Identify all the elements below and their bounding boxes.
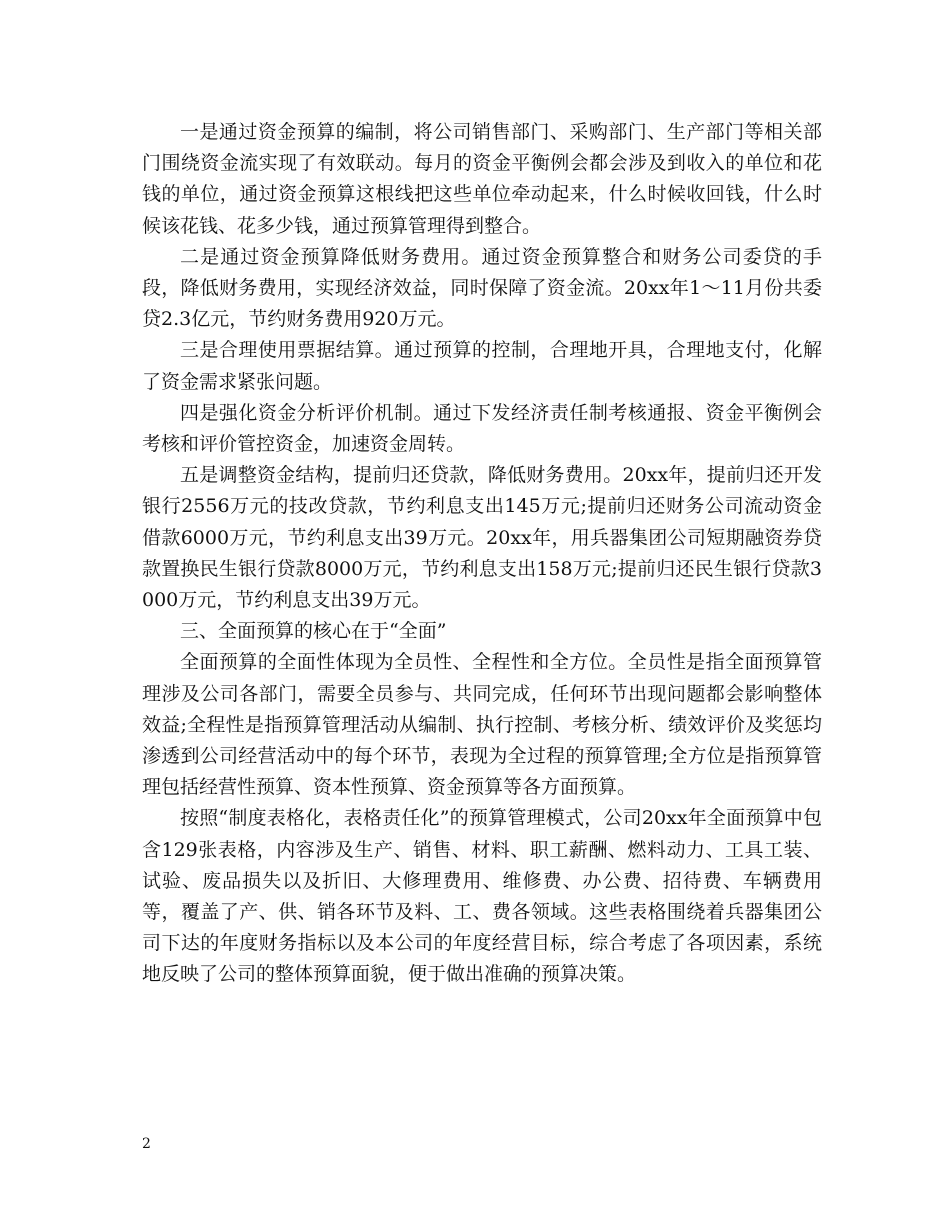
- paragraph-table-management: 按照“制度表格化，表格责任化”的预算管理模式，公司20xx年全面预算中包含129张表格，内容涉及生产、销售、材料、职工薪酬、燃料动力、工具工装、试验、废品损失以及折旧、大修理费用、维修费、办公费、招待费、车辆费用等，覆盖了产、供、销各环节及料、工、费各领域。这些表格围绕着兵器集团公司下达的年度财务指标以及本公司的年度经营目标，综合考虑了各项因素，系统地反映了公司的整体预算面貌，便于做出准确的预算决策。: [142, 807, 822, 986]
- paragraph-fund-analysis: 四是强化资金分析评价机制。通过下发经济责任制考核通报、资金平衡例会考核和评价管控资金，加速资金周转。: [142, 401, 822, 456]
- paragraph-adjust-structure: 五是调整资金结构，提前归还贷款，降低财务费用。20xx年，提前归还开发银行2556万元的技改贷款，节约利息支出145万元;提前归还财务公司流动资金借款6000万元，节约利息支出39万元。20xx年，用兵器集团公司短期融资券贷款置换民生银行贷款8000万元，节约利息支出158万元;提前归还民生银行贷款3000万元，节约利息支出39万元。: [142, 464, 822, 612]
- paragraph-reduce-finance-cost: 二是通过资金预算降低财务费用。通过资金预算整合和财务公司委贷的手段，降低财务费用，实现经济效益，同时保障了资金流。20xx年1～11月份共委贷2.3亿元，节约财务费用920万元。: [142, 245, 822, 331]
- paragraph-fund-budget-linkage: 一是通过资金预算的编制，将公司销售部门、采购部门、生产部门等相关部门围绕资金流实现了有效联动。每月的资金平衡例会都会涉及到收入的单位和花钱的单位，通过资金预算这根线把这些单位牵动起来，什么时候收回钱，什么时候该花钱、花多少钱，通过预算管理得到整合。: [142, 121, 822, 237]
- paragraph-comprehensive-budget: 全面预算的全面性体现为全员性、全程性和全方位。全员性是指全面预算管理涉及公司各部门，需要全员参与、共同完成，任何环节出现问题都会影响整体效益;全程性是指预算管理活动从编制、执行控制、考核分析、绩效评价及奖惩均渗透到公司经营活动中的每个环节，表现为全过程的预算管理;全方位是指预算管理包括经营性预算、资本性预算、资金预算等各方面预算。: [142, 651, 822, 799]
- paragraph-bill-settlement: 三是合理使用票据结算。通过预算的控制，合理地开具，合理地支付，化解了资金需求紧张问题。: [142, 339, 822, 393]
- body-text: [142, 117, 822, 991]
- page-number: 2: [142, 1136, 151, 1152]
- section-heading: 三、全面预算的核心在于“全面”: [180, 620, 447, 643]
